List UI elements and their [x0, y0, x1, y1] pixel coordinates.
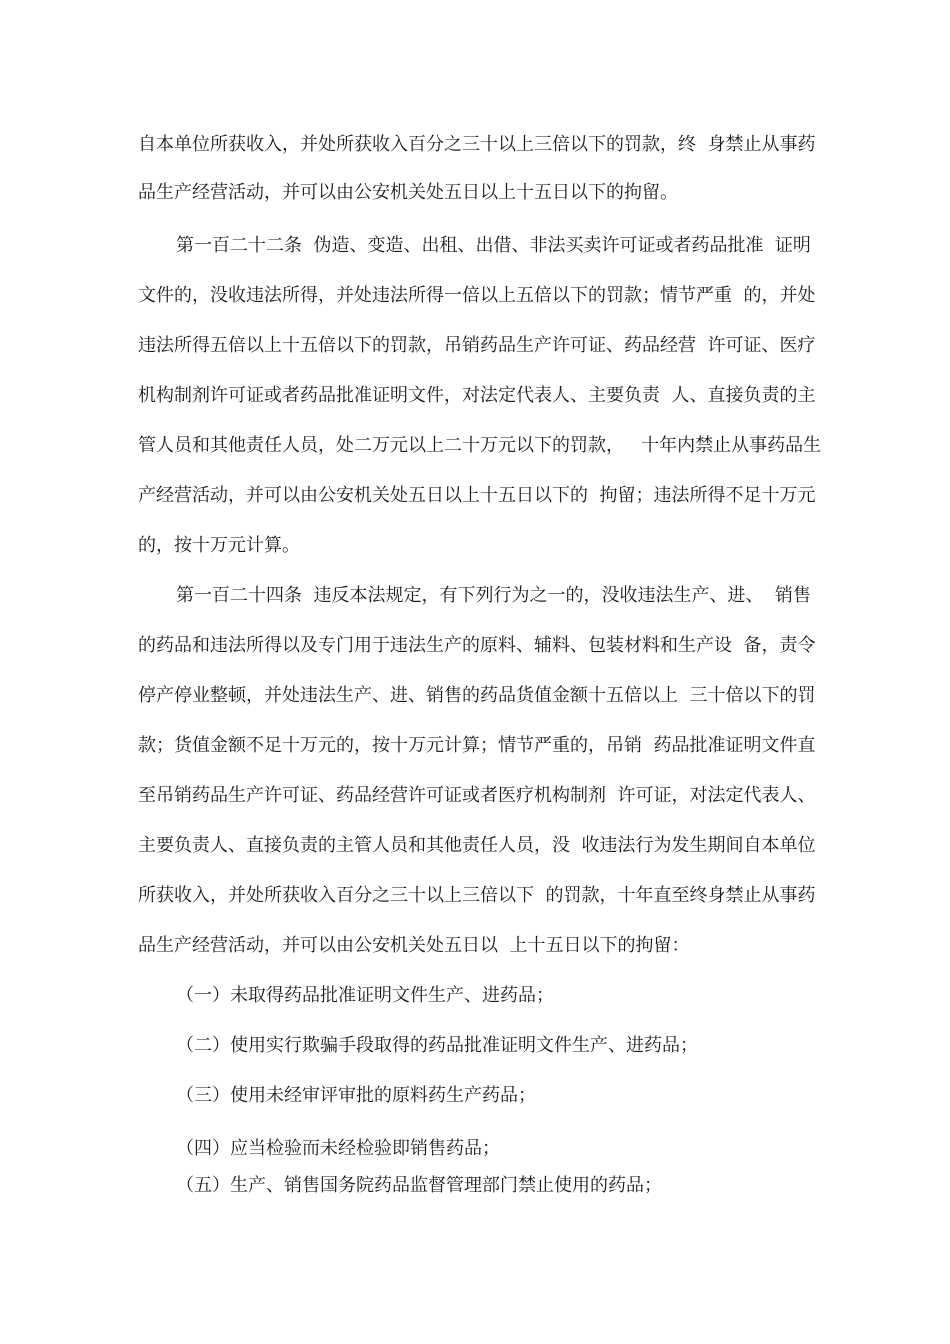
list-item: （一）未取得药品批准证明文件生产、进药品； — [176, 985, 554, 1006]
text-line: 至吊销药品生产许可证、药品经营许可证或者医疗机构制剂 许可证，对法定代表人、 — [138, 785, 816, 806]
text-line: 的，按十万元计算。 — [138, 535, 300, 556]
list-item: （二）使用实行欺骗手段取得的药品批准证明文件生产、进药品； — [176, 1035, 698, 1056]
text-line: 第一百二十四条 违反本法规定，有下列行为之一的，没收违法生产、进、 销售 — [176, 585, 811, 606]
text-line: 违法所得五倍以上十五倍以下的罚款，吊销药品生产许可证、药品经营 许可证、医疗 — [138, 335, 816, 356]
text-line: 产经营活动，并可以由公安机关处五日以上十五日以下的 拘留；违法所得不足十万元 — [138, 485, 816, 506]
text-line: 机构制剂许可证或者药品批准证明文件，对法定代表人、主要负责 人、直接负责的主 — [138, 385, 816, 406]
list-item: （四）应当检验而未经检验即销售药品； — [176, 1138, 500, 1159]
text-line: 品生产经营活动，并可以由公安机关处五日以上十五日以下的拘留。 — [138, 182, 678, 203]
list-item: （三）使用未经审评审批的原料药生产药品； — [176, 1085, 536, 1106]
text-line: 管人员和其他责任人员，处二万元以上二十万元以下的罚款， 十年内禁止从事药品生 — [138, 435, 822, 456]
text-line: 第一百二十二条 伪造、变造、出租、出借、非法买卖许可证或者药品批准 证明 — [176, 235, 811, 256]
text-line: 所获收入，并处所获收入百分之三十以上三倍以下 的罚款，十年直至终身禁止从事药 — [138, 885, 816, 906]
list-item: （五）生产、销售国务院药品监督管理部门禁止使用的药品； — [176, 1175, 662, 1196]
text-line: 主要负责人、直接负责的主管人员和其他责任人员，没 收违法行为发生期间自本单位 — [138, 835, 816, 856]
text-line: 的药品和违法所得以及专门用于违法生产的原料、辅料、包装材料和生产设 备，责令 — [138, 635, 816, 656]
text-line: 停产停业整顿，并处违法生产、进、销售的药品货值金额十五倍以上 三十倍以下的罚 — [138, 685, 816, 706]
text-line: 款；货值金额不足十万元的，按十万元计算；情节严重的，吊销 药品批准证明文件直 — [138, 735, 816, 756]
text-line: 文件的，没收违法所得，并处违法所得一倍以上五倍以下的罚款；情节严重 的，并处 — [138, 285, 816, 306]
text-line: 品生产经营活动，并可以由公安机关处五日以 上十五日以下的拘留： — [138, 935, 690, 956]
text-line: 自本单位所获收入，并处所获收入百分之三十以上三倍以下的罚款，终 身禁止从事药 — [138, 134, 816, 155]
